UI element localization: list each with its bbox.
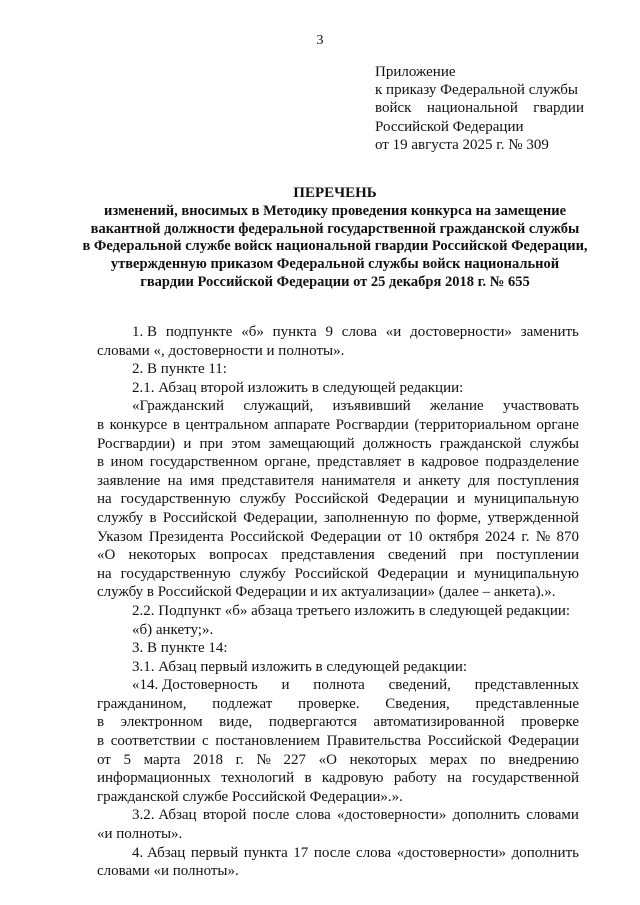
word: слова	[341, 324, 377, 340]
word: после	[313, 844, 351, 861]
appendix-line: от 19 августа 2025 г. № 309	[375, 136, 549, 153]
word: органе	[536, 416, 579, 433]
word: государственную	[120, 491, 231, 508]
word: г.	[521, 528, 530, 545]
text-line	[97, 751, 579, 770]
word: соответствии	[110, 733, 196, 750]
word: Российской	[427, 733, 502, 750]
word: 1. В	[132, 324, 158, 340]
document-body	[97, 323, 579, 881]
word: представления	[281, 547, 375, 564]
title-line: гвардии Российской Федерации от 25 декабря 2018 г. № 655	[140, 273, 530, 290]
word: кадровую	[321, 770, 384, 787]
word: в	[97, 454, 105, 471]
word: форме,	[436, 509, 482, 526]
word: сведений,	[388, 677, 451, 694]
word: подвергаются	[268, 714, 357, 731]
title-line: изменений, вносимых в Методику проведения конкурса на замещение	[103, 202, 567, 219]
word: 4. Абзац	[132, 844, 186, 861]
word: на	[447, 770, 462, 787]
text-line	[97, 416, 579, 435]
appendix-line: Российской Федерации	[375, 118, 524, 135]
word: второй	[202, 807, 247, 824]
text-line: гражданской службе Российской Федерации».».	[97, 788, 403, 805]
word: службы	[529, 435, 579, 452]
word: мерах	[429, 751, 468, 768]
word: в	[97, 416, 105, 433]
word: представленные	[475, 695, 579, 712]
word: замещающий	[268, 435, 355, 452]
word: гражданской	[439, 435, 522, 452]
word: Указом	[97, 528, 143, 545]
word: 870	[556, 528, 579, 545]
word: постановлением	[215, 733, 321, 750]
word: Российской	[294, 565, 369, 582]
word: государственной	[472, 770, 579, 787]
word: органе,	[264, 454, 311, 471]
word: подлежат	[212, 695, 273, 712]
text-line	[97, 528, 579, 547]
word: в	[149, 509, 157, 526]
text-line: словами «и полноты».	[97, 863, 239, 880]
word: 2024	[485, 528, 516, 545]
word: нанимателя	[321, 472, 396, 489]
text-line	[97, 323, 579, 342]
word: для	[467, 472, 490, 489]
word: «достоверности»	[396, 844, 507, 861]
word: изъявивший	[332, 398, 411, 415]
word: Федерации	[377, 565, 449, 582]
word: кадровое	[421, 454, 479, 471]
word: 5	[123, 751, 131, 768]
word: технологий	[221, 770, 295, 787]
word: внедрению	[508, 751, 579, 768]
word: «14. Достоверность	[132, 677, 258, 694]
word: Федерации,	[243, 509, 318, 526]
word: Федерации	[377, 491, 449, 508]
word: некоторых	[128, 547, 196, 564]
word: должность	[362, 435, 432, 452]
word: ином	[110, 454, 144, 471]
word: и	[183, 435, 192, 452]
word: первый	[190, 844, 239, 861]
word: электронном	[120, 714, 203, 731]
word: и	[281, 677, 290, 694]
word: службу	[97, 509, 144, 526]
text-line: 3. В пункте 14:	[132, 640, 228, 657]
appendix-line: к приказу Федеральной службы	[375, 82, 579, 99]
word: полнота	[313, 677, 365, 694]
word: «достоверности»	[337, 807, 447, 824]
word: в	[97, 733, 105, 750]
text-line	[97, 472, 579, 491]
word: проверке.	[298, 695, 360, 712]
word: №	[535, 528, 551, 545]
text-line	[97, 732, 579, 751]
word: вопросах	[209, 547, 268, 564]
word: гражданином,	[97, 695, 187, 712]
word: подпункте	[165, 324, 233, 340]
text-line	[97, 806, 579, 825]
title-line: в Федеральной службе войск национальной гвардии Российской Федерации,	[82, 238, 588, 255]
word: пункта	[243, 844, 288, 861]
title-line: вакантной должности федеральной государственной гражданской службы	[90, 220, 580, 237]
appendix-line: Приложение	[375, 64, 456, 80]
word: анкету	[418, 472, 461, 489]
title-line: утвержденную приказом Федеральной службы войск национальной	[110, 256, 560, 273]
word: (территориальном	[414, 416, 531, 433]
word: заполненную	[323, 509, 409, 526]
word: в	[407, 454, 415, 471]
word: «О	[318, 751, 337, 768]
word: 10	[407, 528, 423, 545]
appendix-header	[375, 63, 595, 154]
text-line	[97, 769, 579, 788]
text-line: 2. В пункте 11:	[132, 361, 227, 378]
text-line: «б) анкету;».	[132, 621, 214, 638]
word: представленных	[474, 677, 579, 694]
word: Федерации	[508, 733, 579, 750]
text-line	[97, 695, 579, 714]
word: участвовать	[503, 398, 579, 415]
word: муниципальную	[474, 565, 579, 582]
word: в	[172, 416, 180, 433]
word: Правительства	[326, 733, 422, 750]
word: октября	[428, 528, 479, 545]
word: «О	[97, 547, 116, 564]
word: №	[256, 751, 271, 768]
word: работу	[393, 770, 437, 787]
word: после	[252, 807, 290, 824]
text-line: 3.1. Абзац первый изложить в следующей редакции:	[132, 658, 468, 675]
word: поступлении	[496, 547, 579, 564]
title-heading: ПЕРЕЧЕНЬ	[293, 185, 377, 201]
word: на	[167, 472, 183, 489]
word: аппарате	[273, 416, 331, 433]
word: конкурсе	[109, 416, 168, 433]
text-line	[97, 565, 579, 584]
word: и	[457, 491, 466, 508]
word: 227	[283, 751, 306, 768]
word: некоторых	[349, 751, 418, 768]
word: пункта	[272, 324, 317, 340]
word: заявление	[97, 472, 161, 489]
word: г.	[235, 751, 244, 768]
word: представляет	[317, 454, 402, 471]
word: слова	[295, 807, 331, 824]
word: этом	[231, 435, 261, 452]
word: информационных	[97, 770, 211, 787]
word: дополнить	[511, 844, 579, 861]
word: «и	[385, 324, 402, 340]
text-line: словами «, достоверности и полноты».	[97, 342, 345, 359]
word: виде,	[219, 714, 253, 731]
word: муниципальную	[474, 491, 579, 508]
word: Российской	[294, 491, 369, 508]
word: государственную	[120, 565, 231, 582]
text-line	[97, 397, 579, 416]
word: слова	[356, 844, 392, 861]
word: 9	[325, 324, 333, 340]
word: проверке	[521, 714, 579, 731]
text-line: 2.2. Подпункт «б» абзаца третьего изложить в следующей редакции:	[132, 602, 571, 619]
word: по	[414, 509, 431, 526]
text-line: службу в Российской Федерации и их актуализации» (далее – анкета).».	[97, 584, 556, 601]
text-line	[97, 676, 579, 695]
word: Президента	[148, 528, 224, 545]
word: поступления	[497, 472, 579, 489]
word: имя	[189, 472, 215, 489]
text-line	[97, 844, 579, 863]
word: словами	[526, 807, 579, 824]
word: с	[202, 733, 209, 750]
word: при	[459, 547, 484, 564]
document-title	[80, 185, 590, 292]
text-line: «и полноты».	[97, 826, 183, 843]
word: 2018	[193, 751, 224, 768]
word: в	[304, 770, 312, 787]
word: достоверности»	[410, 324, 512, 340]
word: «Гражданский	[132, 398, 225, 415]
text-line	[97, 713, 579, 732]
appendix-line: войск национальной гвардии	[375, 100, 584, 117]
word: сведений	[387, 547, 447, 564]
word: утвержденной	[487, 509, 579, 526]
text-line	[97, 509, 579, 528]
word: Российской	[162, 509, 237, 526]
text-line	[97, 453, 579, 472]
text-line: 2.1. Абзац второй изложить в следующей редакции:	[132, 379, 464, 396]
word: марта	[143, 751, 181, 768]
word: в	[97, 714, 105, 731]
word: желание	[430, 398, 484, 415]
word: дополнить	[452, 807, 520, 824]
word: службу	[239, 491, 286, 508]
word: автоматизированной	[373, 714, 505, 731]
text-line	[97, 490, 579, 509]
word: заменить	[520, 324, 579, 340]
word: Федерации	[310, 528, 382, 545]
word: от	[97, 751, 111, 768]
word: «б»	[241, 324, 264, 340]
word: Росгвардии	[335, 416, 409, 433]
word: Сведения,	[385, 695, 450, 712]
word: Росгвардии)	[97, 435, 176, 452]
word: на	[97, 491, 112, 508]
word: при	[199, 435, 224, 452]
text-line	[97, 435, 579, 454]
text-line	[97, 546, 579, 565]
word: от	[387, 528, 402, 545]
word: и	[457, 565, 466, 582]
word: подразделение	[485, 454, 579, 471]
word: и	[402, 472, 411, 489]
page-number: 3	[316, 33, 324, 48]
word: по	[480, 751, 496, 768]
word: службу	[239, 565, 286, 582]
word: на	[97, 565, 112, 582]
word: государственном	[149, 454, 258, 471]
word: Российской	[230, 528, 304, 545]
word: 17	[293, 844, 309, 861]
word: 3.2. Абзац	[132, 807, 197, 824]
word: представителя	[221, 472, 315, 489]
word: служащий,	[243, 398, 314, 415]
word: центральном	[185, 416, 269, 433]
